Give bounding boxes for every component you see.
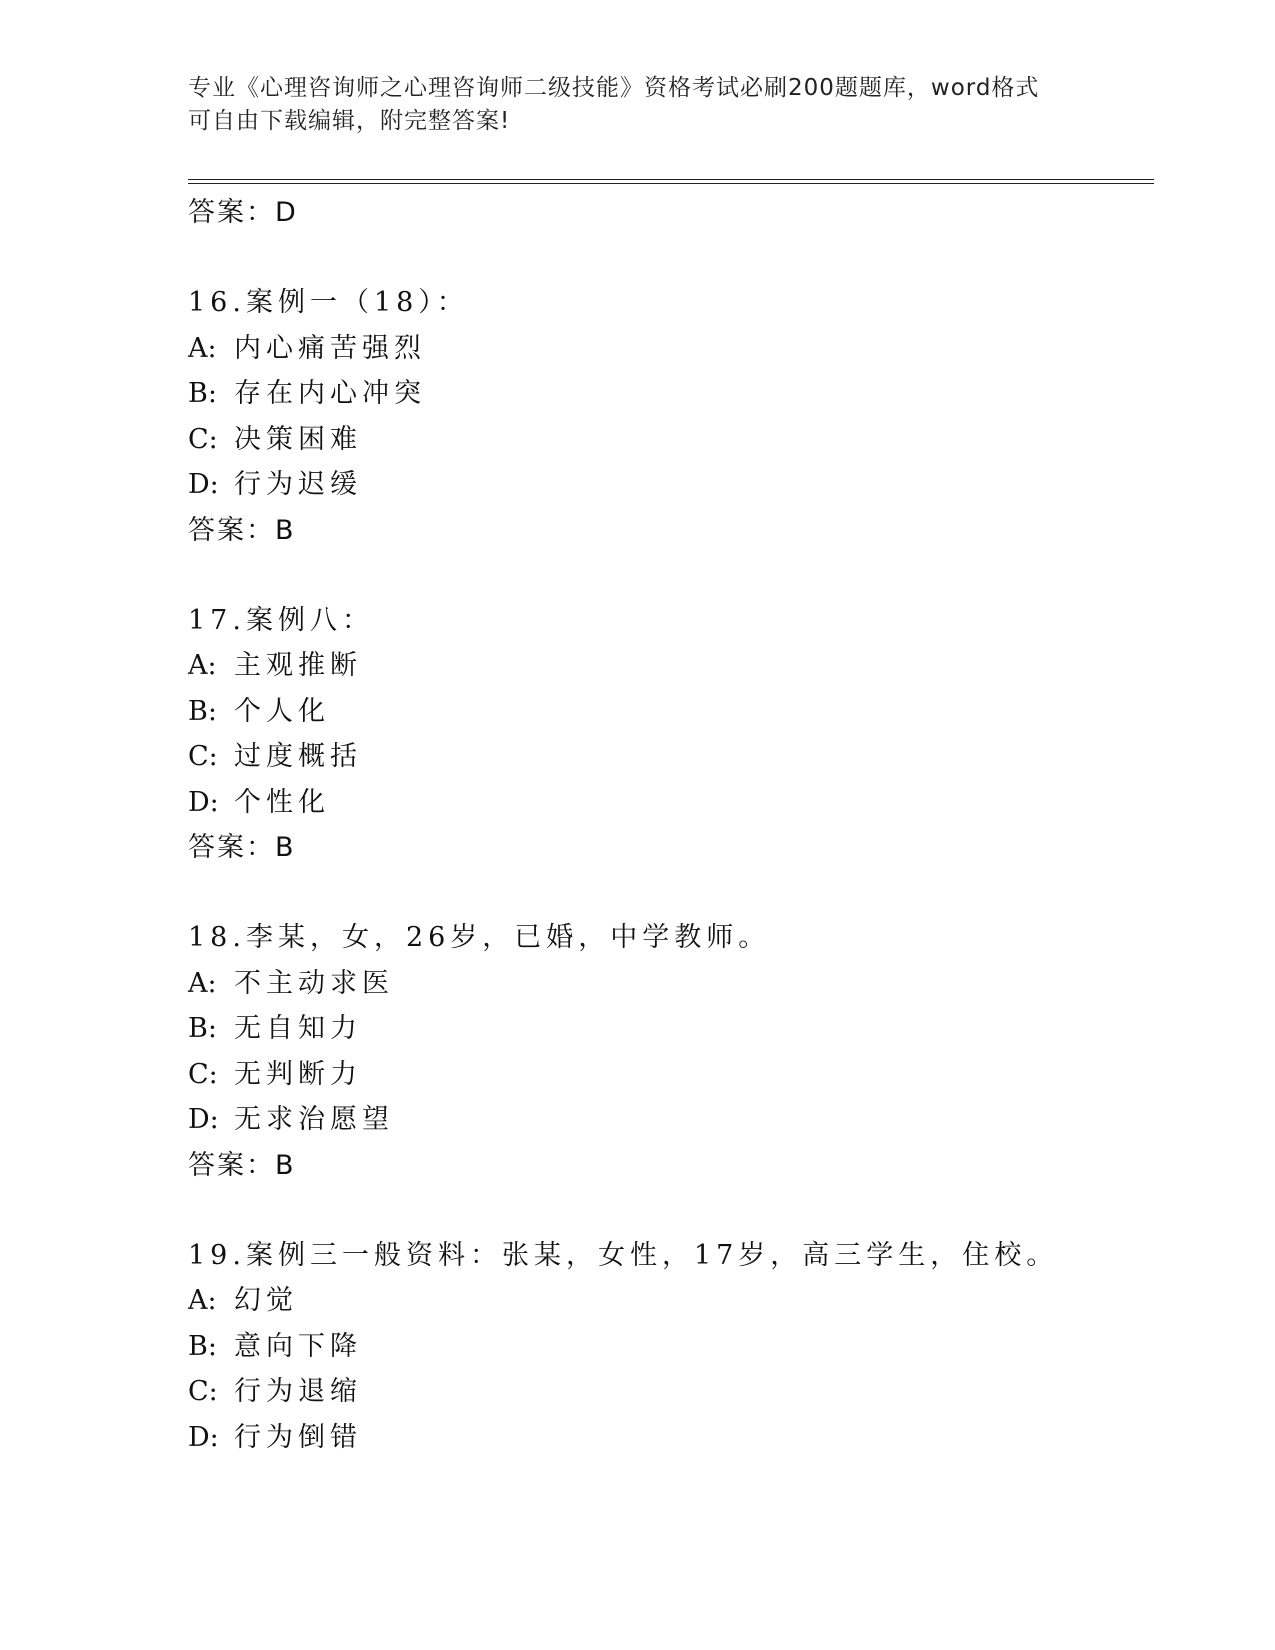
option-key: A: [188, 332, 217, 364]
header-line-1: 专业《心理咨询师之心理咨询师二级技能》资格考试必刷200题题库，word格式 [188, 75, 1040, 101]
option-line [188, 1052, 1148, 1098]
option-line [188, 780, 1148, 826]
answer-line: 答案：B [188, 514, 296, 546]
option-text: 行为倒错 [234, 1421, 362, 1453]
header-rule-bottom [188, 183, 1154, 184]
option-key: B: [188, 695, 217, 727]
question-item [188, 280, 1148, 554]
option-line [188, 1097, 1148, 1143]
option-key: B: [188, 378, 217, 409]
option-key: D: [188, 786, 219, 818]
option-key: B: [188, 1330, 217, 1362]
question-title: 19.案例三一般资料：张某，女性，17岁，高三学生，住校。 [188, 1239, 1059, 1271]
question-title: 16.案例一（18）： [188, 287, 469, 318]
option-key: C: [188, 423, 218, 455]
option-line [188, 326, 1148, 372]
option-line [188, 1006, 1148, 1052]
option-key: A: [188, 650, 217, 681]
option-text: 个人化 [234, 695, 330, 727]
option-line [188, 1369, 1148, 1415]
option-key: C: [188, 1376, 218, 1407]
option-line [188, 961, 1148, 1007]
option-key: B: [188, 1013, 217, 1044]
header-line-2: 可自由下载编辑，附完整答案! [188, 108, 511, 134]
option-line [188, 734, 1148, 780]
option-line [188, 1324, 1148, 1370]
option-line [188, 689, 1148, 735]
option-text: 个性化 [234, 786, 330, 818]
option-line [188, 643, 1148, 689]
question-title: 18.李某，女，26岁，已婚，中学教师。 [188, 922, 771, 953]
option-key: D: [188, 1104, 219, 1135]
option-text: 行为迟缓 [234, 469, 362, 500]
option-key: D: [188, 469, 219, 500]
option-key: D: [188, 1421, 219, 1453]
option-key: A: [188, 1285, 217, 1316]
answer-line: 答案：B [188, 1149, 296, 1181]
document-header [188, 72, 1088, 138]
answer-line: 答案：D [188, 197, 298, 228]
question-item [188, 915, 1148, 1189]
option-text: 无求治愿望 [234, 1104, 394, 1135]
header-rule-top [188, 179, 1154, 180]
option-line [188, 417, 1148, 463]
option-line [188, 1415, 1148, 1461]
question-item [188, 1233, 1148, 1461]
option-text: 幻觉 [234, 1285, 298, 1316]
option-text: 内心痛苦强烈 [234, 332, 426, 364]
option-text: 意向下降 [234, 1330, 362, 1362]
option-text: 存在内心冲突 [234, 378, 426, 409]
option-text: 决策困难 [234, 423, 362, 455]
option-key: C: [188, 741, 218, 772]
question-title: 17.案例八： [188, 604, 374, 636]
option-text: 过度概括 [234, 741, 362, 772]
option-text: 行为退缩 [234, 1376, 362, 1407]
option-line [188, 371, 1148, 417]
answer-line: 答案：B [188, 832, 296, 863]
question-item [188, 598, 1148, 872]
option-line [188, 1278, 1148, 1324]
option-key: A: [188, 967, 217, 999]
question-list [188, 190, 1148, 1460]
option-text: 无判断力 [234, 1058, 362, 1090]
option-line [188, 462, 1148, 508]
option-text: 主观推断 [234, 650, 362, 681]
option-text: 无自知力 [234, 1013, 362, 1044]
option-text: 不主动求医 [234, 967, 394, 999]
option-key: C: [188, 1058, 218, 1090]
